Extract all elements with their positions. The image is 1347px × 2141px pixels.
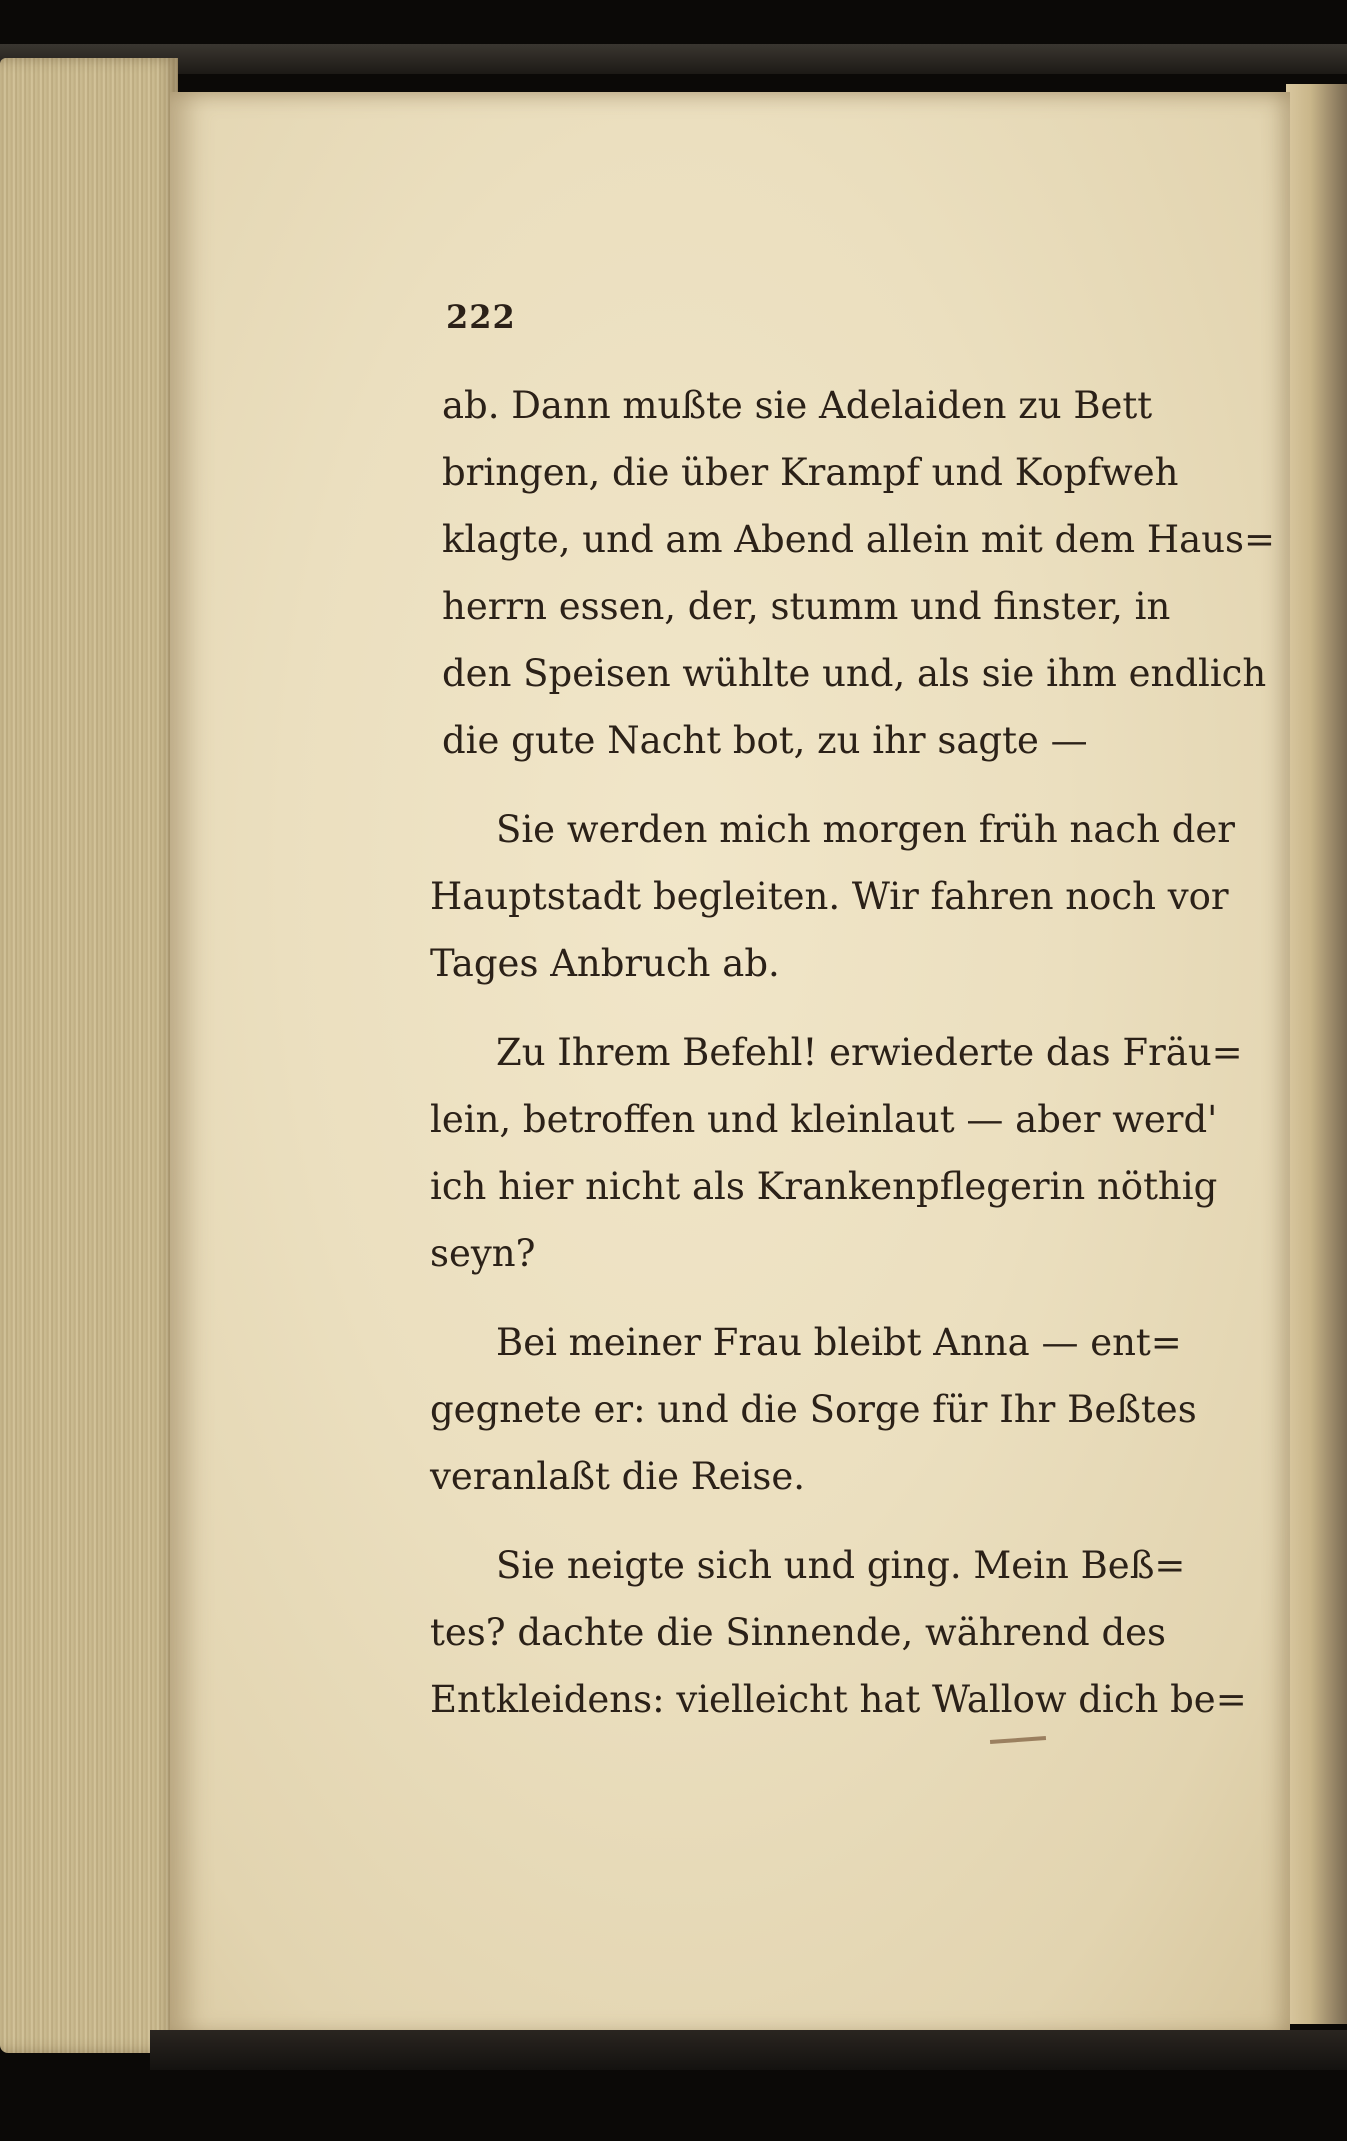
text-line: veranlaßt die Reise. (430, 1455, 806, 1498)
book-cover-top (0, 44, 1347, 74)
text-line: gegnete er: und die Sorge für Ihr Beßtes (430, 1388, 1197, 1431)
text-line: bringen, die über Krampf und Kopfweh (442, 451, 1179, 494)
book-cover-bottom (150, 2030, 1347, 2070)
text-line: Entkleidens: vielleicht hat Wallow dich be= (430, 1678, 1247, 1721)
text-line: klagte, und am Abend allein mit dem Haus= (442, 518, 1276, 561)
page-edges-left (0, 58, 178, 2053)
paragraph (442, 372, 1276, 774)
page-number: 222 (446, 298, 516, 336)
text-line: ab. Dann mußte sie Adelaiden zu Bett (442, 384, 1153, 427)
text-line: seyn? (430, 1232, 536, 1275)
paragraph (430, 796, 1235, 997)
paragraph (430, 1532, 1247, 1733)
text-line: Bei meiner Frau bleibt Anna — ent= (496, 1321, 1182, 1364)
text-line: Tages Anbruch ab. (430, 942, 780, 985)
page-edge-right (1286, 84, 1347, 2024)
text-line: ich hier nicht als Krankenpflegerin nöthig (430, 1165, 1218, 1208)
text-line: Hauptstadt begleiten. Wir fahren noch vor (430, 875, 1229, 918)
text-line: den Speisen wühlte und, als sie ihm endlich (442, 652, 1267, 695)
text-line: herrn essen, der, stumm und finster, in (442, 585, 1171, 628)
paragraph (430, 1309, 1197, 1510)
text-line: Sie werden mich morgen früh nach der (496, 808, 1235, 851)
text-line: Sie neigte sich und ging. Mein Beß= (496, 1544, 1186, 1587)
text-line: die gute Nacht bot, zu ihr sagte — (442, 719, 1088, 762)
paragraph (430, 1019, 1243, 1287)
text-line: lein, betroffen und kleinlaut — aber werd' (430, 1098, 1218, 1141)
page-text (430, 372, 1276, 1733)
text-line: tes? dachte die Sinnende, während des (430, 1611, 1167, 1654)
text-line: Zu Ihrem Befehl! erwiederte das Fräu= (496, 1031, 1243, 1074)
